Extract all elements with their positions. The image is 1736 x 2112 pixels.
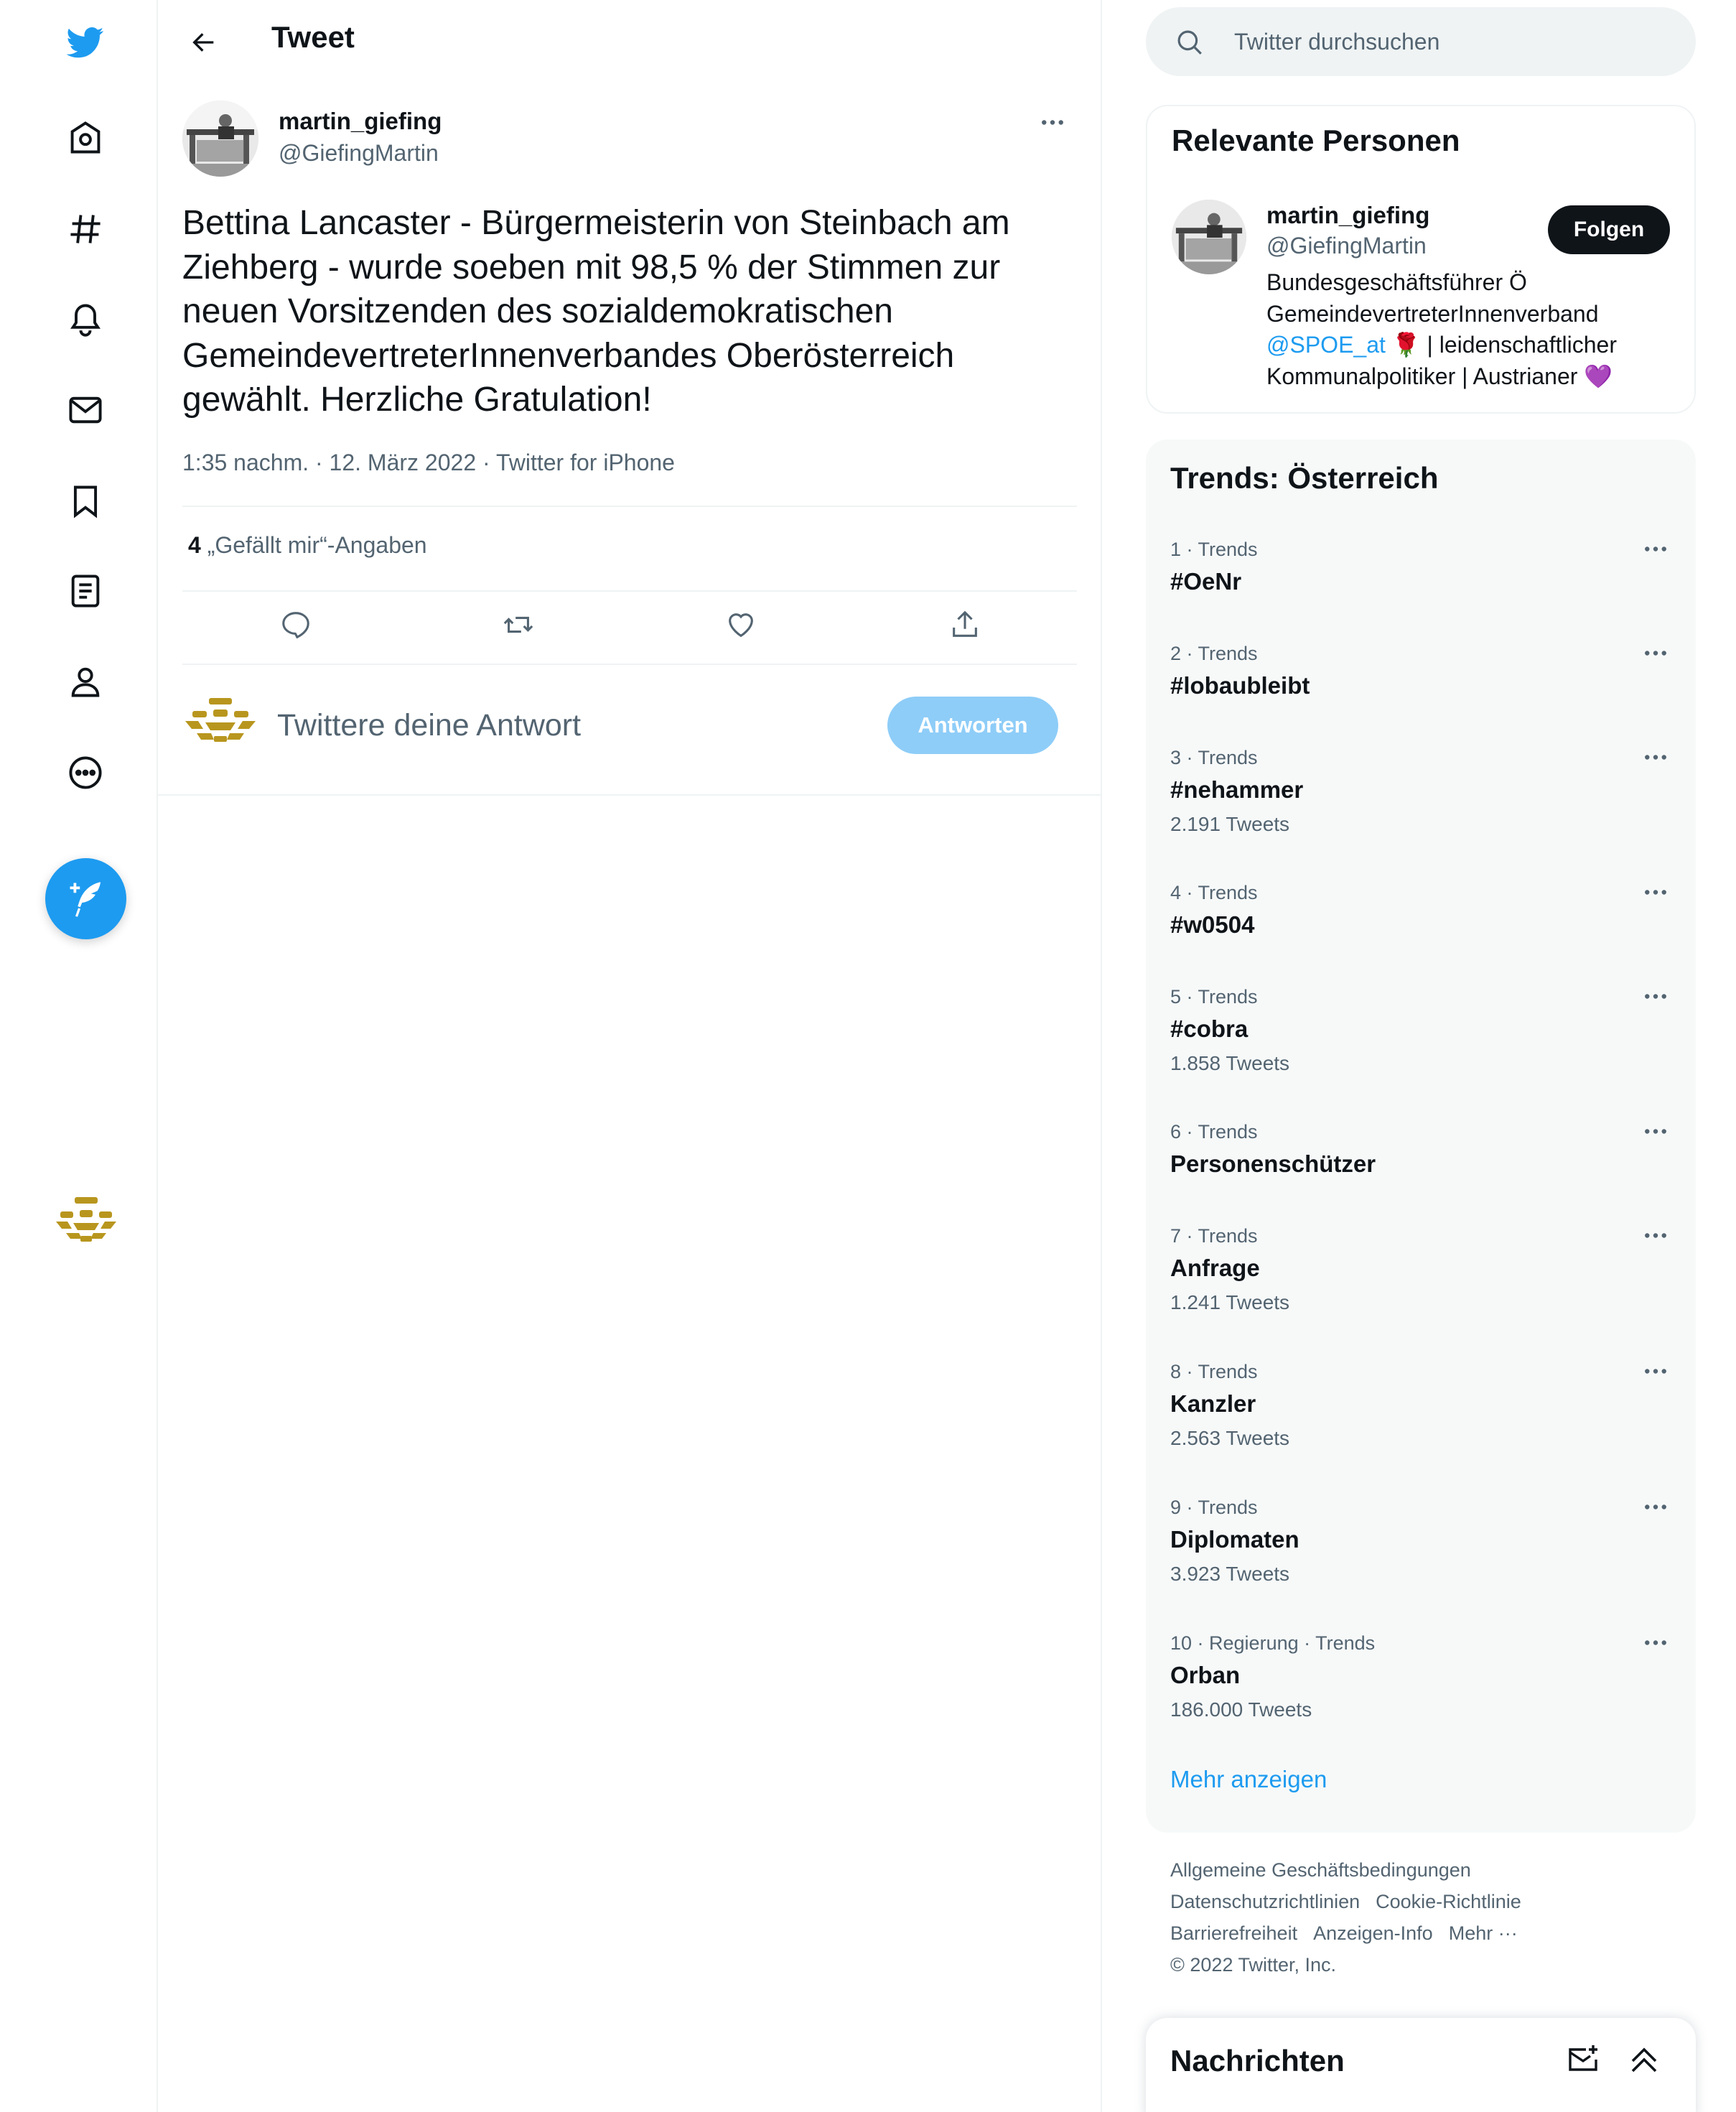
likes-label: „Gefällt mir“-Angaben [207, 532, 427, 558]
like-button[interactable] [718, 602, 764, 648]
trend-more-button[interactable] [1634, 1221, 1677, 1250]
trend-meta: 1 · Trends [1170, 539, 1258, 560]
trend-count: 2.191 Tweets [1170, 813, 1290, 835]
trend-name: #cobra [1170, 1015, 1249, 1042]
new-message-icon [1566, 2042, 1600, 2077]
trend-more-button[interactable] [1634, 1117, 1677, 1145]
compose-feather-icon [65, 878, 108, 921]
more-icon[interactable] [57, 745, 113, 801]
author-name[interactable]: martin_giefing [279, 108, 442, 134]
person-handle[interactable]: @GiefingMartin [1266, 233, 1427, 259]
share-icon [948, 608, 981, 641]
share-button[interactable] [942, 602, 988, 648]
footer-link[interactable]: Mehr ··· [1448, 1922, 1518, 1944]
back-arrow-icon [190, 28, 218, 57]
search-input[interactable] [1234, 22, 1665, 62]
trend-item[interactable] [1146, 1632, 1696, 1762]
more-dots-icon [1644, 546, 1667, 552]
avatar[interactable] [182, 101, 258, 177]
compose-tweet-button[interactable] [45, 858, 126, 939]
panel-title: Relevante Personen [1172, 124, 1460, 157]
trend-meta: 5 · Trends [1170, 986, 1258, 1008]
twitter-logo-icon[interactable] [57, 14, 113, 70]
trend-meta: 10 · Regierung · Trends [1170, 1632, 1376, 1654]
trend-name: #w0504 [1170, 911, 1255, 938]
footer-link[interactable]: Cookie-Richtlinie [1376, 1891, 1521, 1912]
tweet-more-button[interactable] [1031, 106, 1074, 138]
reply-composer [158, 661, 1101, 796]
collapse-icon [1627, 2042, 1661, 2077]
trend-more-button[interactable] [1634, 1628, 1677, 1657]
profile-icon[interactable] [57, 653, 113, 710]
more-dots-icon [1041, 119, 1064, 126]
likes-stat[interactable] [188, 532, 427, 559]
more-dots-icon [1644, 1128, 1667, 1135]
trend-name: Orban [1170, 1662, 1241, 1688]
trend-meta: 7 · Trends [1170, 1225, 1258, 1247]
reply-submit-button[interactable]: Antworten [887, 697, 1058, 754]
trend-more-button[interactable] [1634, 534, 1677, 563]
person-bio [1266, 267, 1669, 392]
trend-name: Anfrage [1170, 1255, 1260, 1281]
divider [182, 506, 1077, 507]
trend-item[interactable] [1146, 1497, 1696, 1626]
trend-meta: 3 · Trends [1170, 747, 1258, 768]
trend-meta: 2 · Trends [1170, 643, 1258, 664]
notifications-bell-icon[interactable] [57, 292, 113, 348]
bookmark-icon[interactable] [57, 473, 113, 529]
trend-count: 186.000 Tweets [1170, 1698, 1312, 1721]
more-dots-icon [1644, 1232, 1667, 1239]
home-icon[interactable] [57, 110, 113, 166]
footer-link[interactable]: Barrierefreiheit [1170, 1922, 1298, 1944]
new-message-button[interactable] [1566, 2042, 1603, 2080]
more-dots-icon [1644, 1504, 1667, 1510]
author-handle[interactable]: @GiefingMartin [279, 140, 439, 166]
retweet-button[interactable] [495, 602, 541, 648]
tweet-text: Bettina Lancaster - Bürgermeisterin von Steinbach am Ziehberg - wurde soeben mit 98,5 % der Stimmen zur neuen Vorsitzenden des sozialdemokratischen GemeindevertreterInnenverbandes Oberösterreich gewählt. Herzliche Gratulation! [182, 204, 1010, 419]
messages-title: Nachrichten [1170, 2044, 1345, 2078]
trend-count: 3.923 Tweets [1170, 1563, 1290, 1585]
trend-name: Diplomaten [1170, 1526, 1299, 1553]
trend-item[interactable] [1146, 1361, 1696, 1490]
trend-meta: 6 · Trends [1170, 1121, 1258, 1143]
search-box[interactable] [1146, 7, 1696, 76]
more-dots-icon [1644, 889, 1667, 895]
more-dots-icon [1644, 1639, 1667, 1646]
trend-meta: 4 · Trends [1170, 882, 1258, 903]
trend-item[interactable] [1146, 747, 1696, 876]
explore-hashtag-icon[interactable] [57, 201, 113, 257]
bio-text: 🌹 | leidenschaftlicher Kommunalpolitiker | Austrianer 💜 [1266, 332, 1617, 389]
trend-more-button[interactable] [1634, 1357, 1677, 1385]
messages-drawer[interactable] [1146, 2018, 1696, 2112]
account-switcher-logo[interactable] [55, 1196, 118, 1247]
more-dots-icon [1644, 754, 1667, 760]
show-more-link[interactable]: Mehr anzeigen [1170, 1766, 1327, 1792]
copyright: © 2022 Twitter, Inc. [1170, 1954, 1337, 1976]
footer-link[interactable]: Anzeigen-Info [1313, 1922, 1433, 1944]
more-dots-icon [1644, 1368, 1667, 1374]
retweet-icon [502, 608, 535, 641]
likes-count: 4 [188, 532, 201, 558]
trend-item[interactable] [1146, 1225, 1696, 1354]
left-navigation [0, 0, 157, 2112]
tweet-timestamp[interactable]: 1:35 nachm. · 12. März 2022 · Twitter for iPhone [182, 450, 675, 475]
trend-name: Personenschützer [1170, 1150, 1376, 1177]
trend-name: #OeNr [1170, 568, 1242, 595]
bio-mention-link[interactable]: @SPOE_at [1266, 332, 1386, 358]
messages-mail-icon[interactable] [57, 382, 113, 438]
trend-name: #lobaubleibt [1170, 672, 1310, 699]
trend-count: 2.563 Tweets [1170, 1427, 1290, 1449]
search-icon [1175, 27, 1205, 57]
trend-meta: 9 · Trends [1170, 1497, 1258, 1518]
footer-links [1170, 1854, 1687, 1981]
trend-more-button[interactable] [1634, 743, 1677, 771]
trend-more-button[interactable] [1634, 982, 1677, 1010]
bio-text: Bundesgeschäftsführer Ö GemeindevertreterInnenverband [1266, 269, 1599, 327]
lists-icon[interactable] [57, 563, 113, 619]
footer-link[interactable]: Datenschutzrichtlinien [1170, 1891, 1361, 1912]
more-dots-icon [1644, 650, 1667, 656]
trend-more-button[interactable] [1634, 1492, 1677, 1521]
follow-button[interactable]: Folgen [1548, 205, 1670, 254]
avatar[interactable] [182, 697, 258, 748]
reply-icon [279, 608, 312, 641]
page-title: Tweet [271, 20, 355, 54]
reply-button[interactable] [273, 602, 319, 648]
divider [182, 590, 1077, 592]
trend-name: Kanzler [1170, 1390, 1256, 1417]
collapse-button[interactable] [1627, 2042, 1664, 2080]
main-header [158, 0, 1101, 83]
panel-title: Trends: Österreich [1170, 461, 1439, 495]
reply-input[interactable] [277, 704, 851, 747]
back-button[interactable] [181, 19, 227, 65]
main-column [157, 0, 1102, 2112]
trend-count: 1.241 Tweets [1170, 1291, 1290, 1313]
like-heart-icon [724, 608, 757, 641]
avatar[interactable] [1172, 200, 1246, 274]
trend-item[interactable] [1146, 986, 1696, 1115]
trend-meta: 8 · Trends [1170, 1361, 1258, 1382]
footer-link[interactable]: Allgemeine Geschäftsbedingungen [1170, 1859, 1471, 1881]
trend-more-button[interactable] [1634, 878, 1677, 906]
person-name[interactable]: martin_giefing [1266, 202, 1430, 228]
trend-more-button[interactable] [1634, 638, 1677, 667]
more-dots-icon [1644, 993, 1667, 1000]
trend-count: 1.858 Tweets [1170, 1052, 1290, 1074]
trends-panel [1146, 439, 1696, 1833]
trend-name: #nehammer [1170, 776, 1304, 803]
relevant-people-panel [1146, 105, 1696, 414]
